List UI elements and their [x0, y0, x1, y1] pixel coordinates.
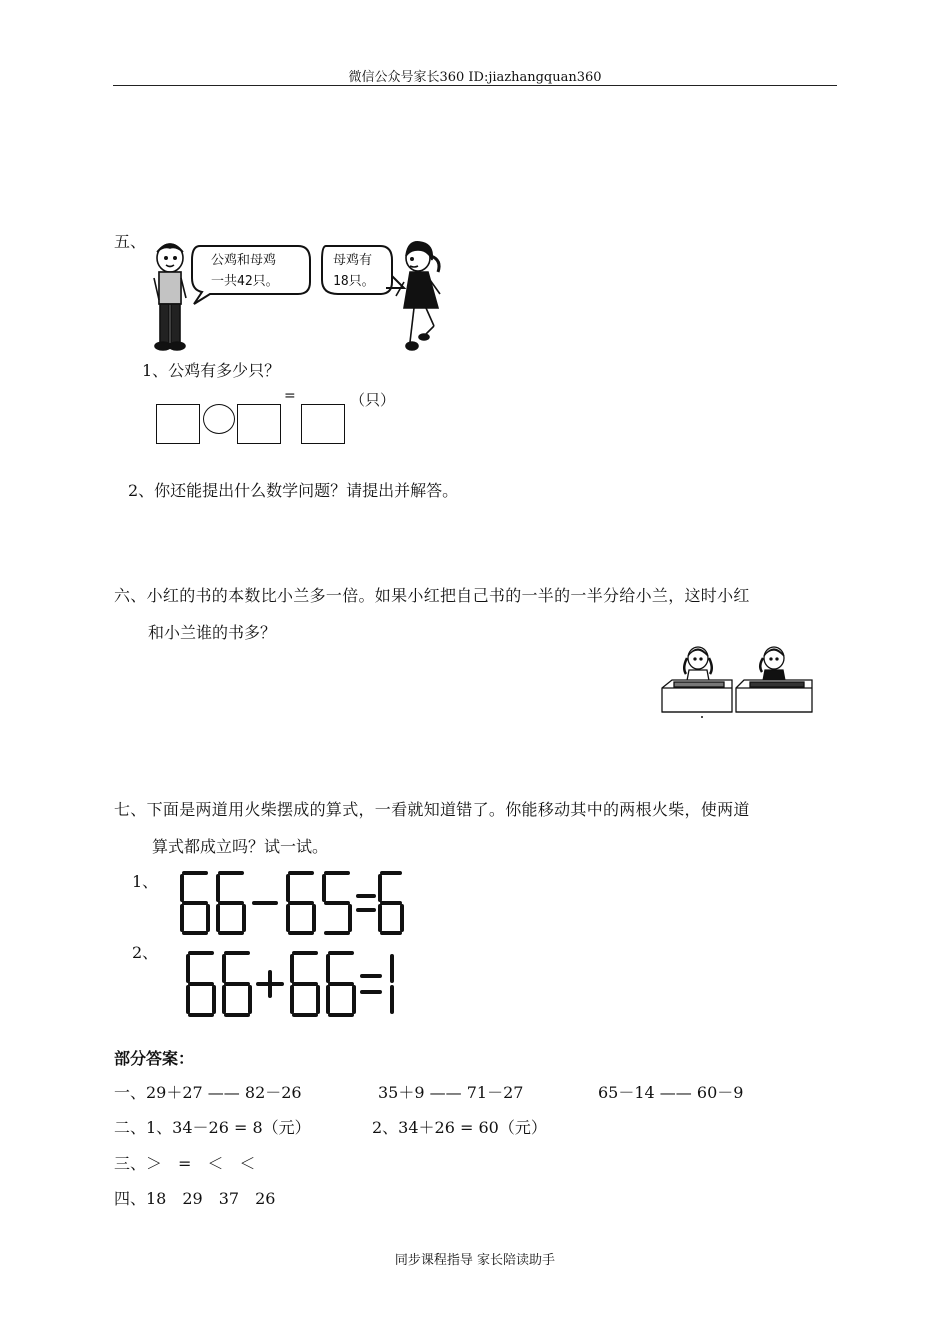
matchstick-equation-2[interactable]: [182, 948, 408, 1020]
q6-line1: 六、小红的书的本数比小兰多一倍。如果小红把自己书的一半的一半分给小兰，这时小红: [114, 586, 750, 605]
header-rule: [113, 85, 837, 86]
q6-illustration: [658, 640, 818, 722]
answer-2b: 2、34＋26 = 60（元）: [372, 1118, 547, 1137]
q5-sub1: 1、公鸡有多少只？: [142, 361, 281, 380]
answer-1b: 35＋9 —— 71－27: [378, 1083, 524, 1102]
q6-line2: 和小兰谁的书多？: [148, 623, 277, 642]
bubble-left-line2: 一共42只。: [211, 274, 279, 289]
equals-sign: =: [284, 388, 296, 404]
q5-number: 五、: [114, 232, 147, 251]
q7-line1: 七、下面是两道用火柴摆成的算式，一看就知道错了。你能移动其中的两根火柴，使两道: [114, 800, 750, 819]
matchstick-equation-1[interactable]: [176, 868, 408, 938]
answer-box-1[interactable]: [156, 404, 200, 444]
bubble-right-line2: 18只。: [333, 274, 375, 289]
answer-4: 四、18 29 37 26: [114, 1189, 276, 1208]
answer-1c: 65－14 —— 60－9: [598, 1083, 744, 1102]
answer-3: 三、＞ = ＜ ＜: [114, 1154, 256, 1173]
boy-figure: [154, 244, 186, 350]
page-header: 微信公众号家长360 ID:jiazhangquan360: [348, 70, 602, 85]
bubble-right-line1: 母鸡有: [333, 253, 373, 268]
q7-item2-label: 2、: [132, 943, 159, 962]
q5-sub2: 2、你还能提出什么数学问题？请提出并解答。: [128, 481, 459, 500]
answers-heading: 部分答案：: [114, 1049, 195, 1068]
bubble-left-line1: 公鸡和母鸡: [211, 253, 277, 268]
unit-label: （只）: [350, 391, 396, 409]
operator-circle[interactable]: [203, 404, 235, 434]
q5-illustration: [148, 238, 458, 358]
page-footer: 同步课程指导 家长陪读助手: [394, 1253, 556, 1268]
q7-item1-label: 1、: [132, 872, 159, 891]
girl-at-desk-right: [736, 647, 812, 712]
answer-2a: 二、1、34－26 = 8（元）: [114, 1118, 311, 1137]
answer-box-3[interactable]: [301, 404, 345, 444]
q7-line2: 算式都成立吗？试一试。: [152, 837, 329, 856]
girl-figure: [396, 242, 440, 350]
answer-1a: 一、29＋27 —— 82－26: [114, 1083, 302, 1102]
girl-at-desk-left: [662, 647, 732, 712]
answer-box-2[interactable]: [237, 404, 281, 444]
